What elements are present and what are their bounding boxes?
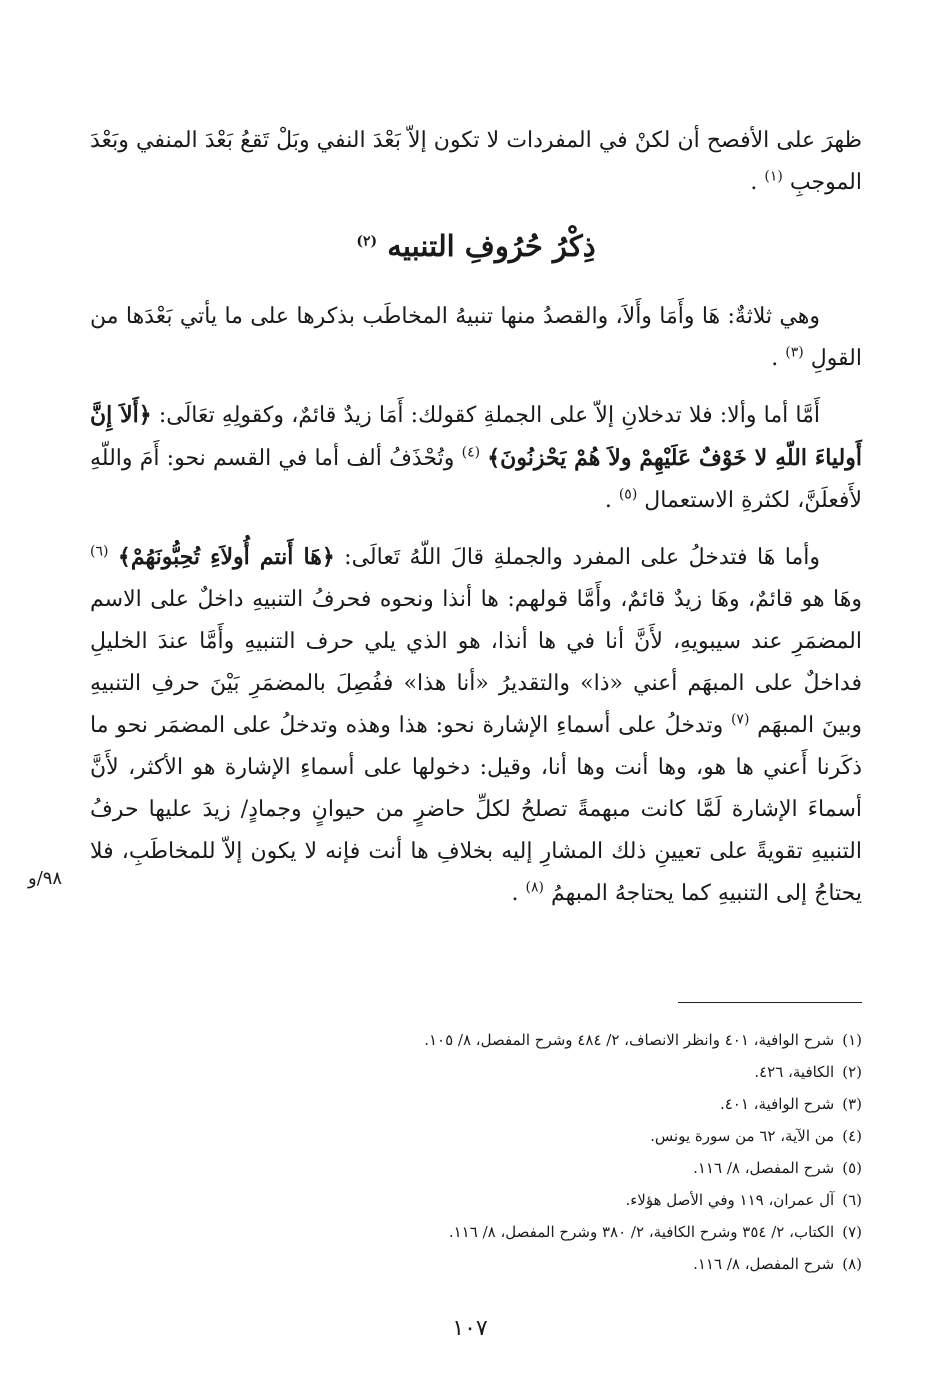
paragraph-1 xyxy=(90,296,862,380)
footnote-number: (٢) xyxy=(842,1063,862,1081)
intro-end: . xyxy=(750,170,758,195)
footnote-text: شرح الوافية، ٤٠١ وانظر الانصاف، ٢/ ٤٨٤ وشرح المفصل، ٨/ ١٠٥. xyxy=(424,1031,835,1049)
paragraph-2 xyxy=(90,394,862,522)
footnote-ref-8[interactable]: (٨) xyxy=(525,879,544,896)
footnote-ref-4[interactable]: (٤) xyxy=(461,444,481,461)
intro-text: ظهرَ على الأفصح أن لكنْ في المفردات لا تكون إلاّ بَعْدَ النفي وبَلْ تَقعُ بَعْدَ المنفي وبَعْدَ الموجبِ xyxy=(90,128,862,195)
footnote-number: (٨) xyxy=(842,1255,862,1273)
footnote-item xyxy=(260,1120,862,1152)
footnote-ref-2[interactable]: (٢) xyxy=(356,233,378,250)
intro-paragraph xyxy=(90,120,862,218)
footnote-text: شرح الوافية، ٤٠١. xyxy=(719,1095,835,1113)
section-heading xyxy=(90,222,862,270)
footnote-divider xyxy=(678,1002,862,1003)
para3-text-a: وأما هَا فتدخلُ على المفرد والجملةِ قالَ اللّهُ تَعالَى: xyxy=(344,545,820,570)
footnote-item xyxy=(260,1152,862,1184)
footnote-text: الكافية، ٤٢٦. xyxy=(754,1063,835,1081)
footnote-text: من الآية، ٦٢ من سورة يونس. xyxy=(650,1127,835,1145)
footnote-item xyxy=(260,1184,862,1216)
footnote-text: آل عمران، ١١٩ وفي الأصل هؤلاء. xyxy=(625,1191,835,1209)
footnote-number: (١) xyxy=(842,1031,862,1049)
footnotes-list xyxy=(260,1024,862,1280)
footnote-ref-5[interactable]: (٥) xyxy=(618,486,638,503)
footnote-text: شرح المفصل، ٨/ ١١٦. xyxy=(693,1159,835,1177)
footnote-text: الكتاب، ٢/ ٣٥٤ وشرح الكافية، ٢/ ٣٨٠ وشرح المفصل، ٨/ ١١٦. xyxy=(448,1223,835,1241)
para3-text-b: وهَا هو قائمٌ، وهَا زيدٌ قائمٌ، وأَمَّا قولهم: ها أنذا ونحوه فحرفُ التنبيهِ داخلٌ على الاسم المضمَرِ عند سيبويهِ، لأَنَّ أنا في ها أنذا، هو الذي يلي حرف التنبيهِ وأَمَّا عندَ الخليلِ فداخلٌ على المبهَم أعني «ذا» والتقديرُ «أنا هذا» ففُصِلَ بالمضمَرِ بَيْنَ حرفِ التنبيهِ وبينَ المبهَم xyxy=(90,587,862,738)
para1-text: وهي ثلاثةٌ: هَا وأَمَا وأَلاَ، والقصدُ منها تنبيهُ المخاطَب بذكرها على ما يأتي بَعْدَها من القولِ xyxy=(90,304,862,371)
footnote-ref-7[interactable]: (٧) xyxy=(730,711,750,728)
para3-end: . xyxy=(511,881,519,906)
footnote-number: (٣) xyxy=(842,1095,862,1113)
footnote-number: (٤) xyxy=(842,1127,862,1145)
para2-end: . xyxy=(604,488,612,513)
footnote-item xyxy=(260,1216,862,1248)
quran-verse-2: ﴿هَا أَنتم أُولاَءِ تُحِبُّونَهُمْ﴾ xyxy=(117,544,335,570)
footnote-item xyxy=(260,1024,862,1056)
main-text xyxy=(90,296,862,929)
footnote-item xyxy=(260,1248,862,1280)
para2-text-a: أَمَّا أما وألا: فلا تدخلانِ إلاّ على الجملةِ كقولك: أَمَا زيدٌ قائمٌ، وكقولِهِ تعَالَى: xyxy=(158,403,821,428)
footnote-number: (٦) xyxy=(842,1191,862,1209)
footnote-ref-3[interactable]: (٣) xyxy=(785,344,804,361)
footnote-item xyxy=(260,1088,862,1120)
paragraph-3 xyxy=(90,536,862,915)
para1-end: . xyxy=(771,346,779,371)
quran-verse-1: ﴿أَلاَ إِنَّ أَولياءَ اللّهِ لا خَوْفٌ عَلَيْهِمْ ولاَ هُمْ يَحْزنُونَ﴾ xyxy=(90,402,862,471)
manuscript-folio-marker: ٩٨/و xyxy=(28,868,63,889)
para2-text-b: وتُحْذَفُ ألف أما في القسم نحو: أَمَ واللّهِ لأَفعلَنَّ، لكثرةِ الاستعمال xyxy=(90,446,862,513)
footnote-number: (٥) xyxy=(842,1159,862,1177)
page-number: ١٠٧ xyxy=(452,1316,488,1341)
footnote-item xyxy=(260,1056,862,1088)
footnote-text: شرح المفصل، ٨/ ١١٦. xyxy=(693,1255,835,1273)
footnote-ref-6[interactable]: (٦) xyxy=(90,543,109,560)
footnote-ref-1[interactable]: (١) xyxy=(764,168,783,185)
para3-text-c: وتدخلُ على أسماءِ الإشارة نحو: هذا وهذه وتدخلُ على المضمَر نحو ما ذكَرنا أَعني ها هو، وها أنت وها أنا، وقيل: دخولها على أسماءِ الإشارة هو الأكثر، لأَنَّ أسماءَ الإشارة لَمَّا كانت مبهمةً تصلحُ لكلِّ حاضرٍ من حيوانٍ وجمادٍ/ زيدَ عليها حرفُ التنبيهِ تقويةً على تعيينِ ذلك المشارِ إليه بخلافِ ها أنت فإنه لا يكون إلاّ للمخاطَبِ، فلا يحتاجُ إلى التنبيهِ كما يحتاجهُ المبهمُ xyxy=(90,713,862,906)
footnote-number: (٧) xyxy=(842,1223,862,1241)
heading-text: ذِكْرُ حُرُوفِ التنبيه xyxy=(387,229,596,263)
